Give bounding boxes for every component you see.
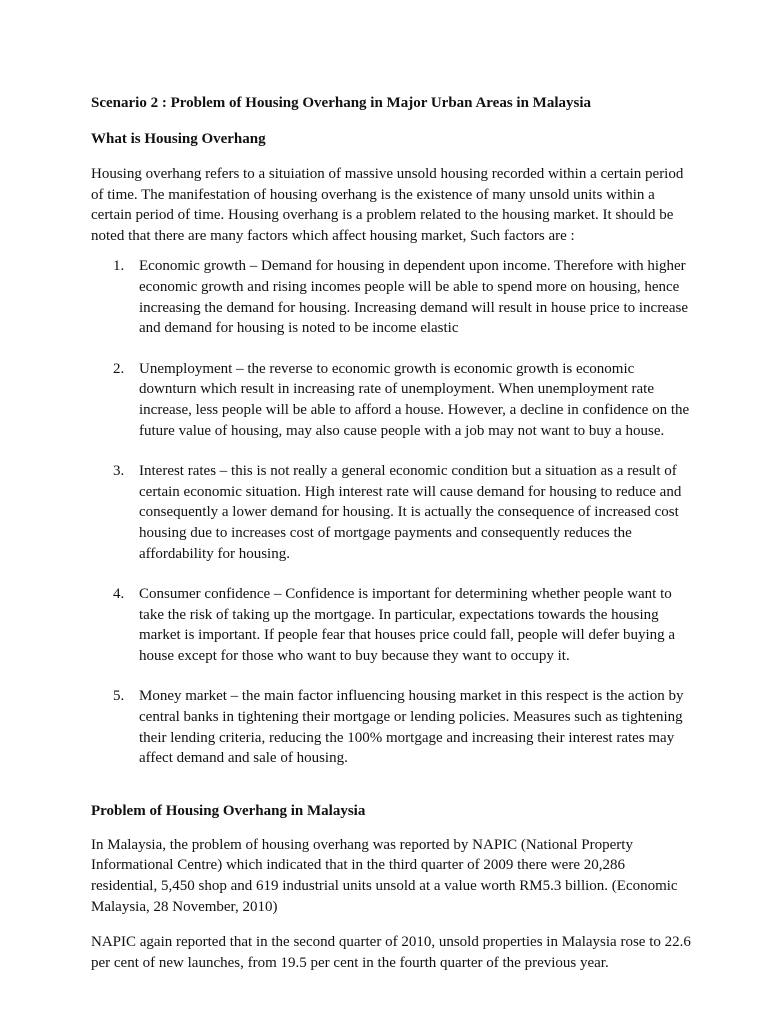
section-heading-what-is-overhang: What is Housing Overhang bbox=[91, 131, 266, 147]
napic-paragraph-1: In Malaysia, the problem of housing overhang was reported by NAPIC (National Property Informational Centre) which indicated that in the third quarter of 2009 there were 20,286 residential, 5,450 shop and 619 industrial units unsold at a value worth RM5.3 billion. (Economic Malaysia, 28 November, 2010) bbox=[91, 836, 678, 915]
list-item-text: Economic growth – Demand for housing in dependent upon income. Therefore with higher economic growth and rising incomes people will be able to spend more on housing, hence increasing the demand for housing. Increasing demand will result in house price to increase and demand for housing is noted to be income elastic bbox=[139, 258, 688, 337]
list-item-number: 2. bbox=[113, 360, 125, 377]
intro-paragraph: Housing overhang refers to a situiation of massive unsold housing recorded within a certain period of time. The manifestation of housing overhang is the existence of many unsold units within a certain period of time. Housing overhang is a problem related to the housing market. It should be noted that there are many factors which affect housing market, Such factors are : bbox=[91, 166, 684, 244]
napic-paragraph-2: NAPIC again reported that in the second quarter of 2010, unsold properties in Malaysia rose to 22.6 per cent of new launches, from 19.5 per cent in the fourth quarter of the previous year. bbox=[91, 934, 691, 971]
list-item bbox=[91, 461, 691, 564]
list-item-number: 4. bbox=[113, 586, 125, 603]
list-item-number: 1. bbox=[113, 258, 125, 275]
list-item bbox=[91, 584, 691, 666]
list-item bbox=[91, 256, 691, 338]
document-body bbox=[91, 84, 691, 973]
list-item-text: Unemployment – the reverse to economic growth is economic growth is economic downturn which result in increasing rate of unemployment. When unemployment rate increase, less people will be able to afford a house. However, a decline in confidence on the future value of housing, may also cause people with a job may not want to buy a house. bbox=[139, 360, 690, 439]
list-item-number: 3. bbox=[113, 463, 125, 480]
section-heading-problem-malaysia: Problem of Housing Overhang in Malaysia bbox=[91, 802, 366, 819]
list-item-text: Consumer confidence – Confidence is important for determining whether people want to take the risk of taking up the mortgage. In particular, expectations towards the housing market is important. If people fear that houses price could fall, people will defer buying a house except for those who want to buy because they want to occupy it. bbox=[139, 586, 676, 664]
list-item bbox=[91, 686, 691, 768]
list-item-text: Money market – the main factor influencing housing market in this respect is the action by central banks in tightening their mortgage or lending policies. Measures such as tightening their lending criteria, reducing the 100% mortgage and increasing their interest rates may affect demand and sale of housing. bbox=[139, 688, 684, 767]
list-item-text: Interest rates – this is not really a general economic condition but a situation as a result of certain economic situation. High interest rate will cause demand for housing to reduce and consequently a lower demand for housing. It is actually the consequence of increased cost housing due to increases cost of mortgage payments and consequently reduces the affordability for housing. bbox=[139, 463, 682, 562]
list-item bbox=[91, 359, 691, 441]
list-item-number: 5. bbox=[113, 688, 125, 705]
scenario-title: Scenario 2 : Problem of Housing Overhang in Major Urban Areas in Malaysia bbox=[91, 95, 592, 111]
factors-list bbox=[91, 256, 691, 768]
